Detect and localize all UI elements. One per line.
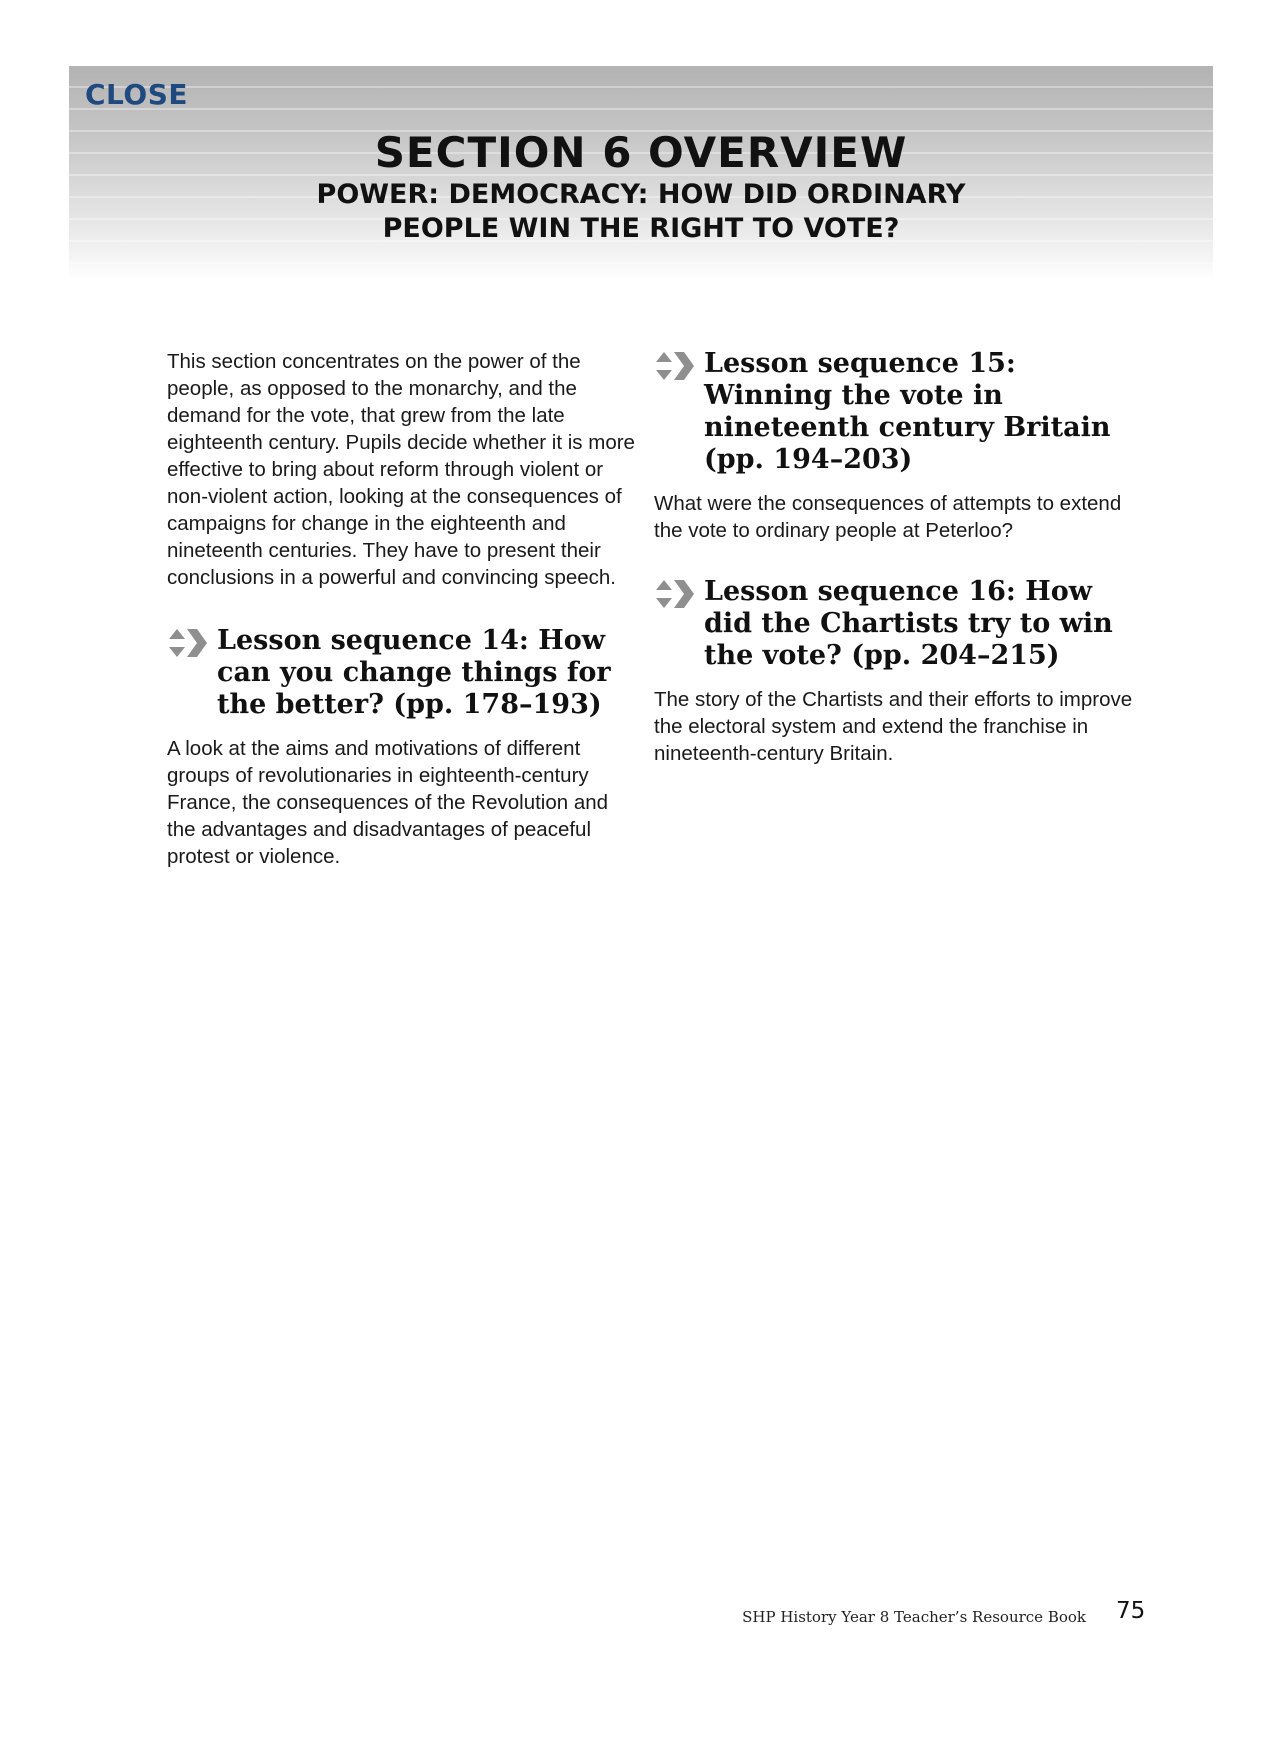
right-column: [654, 348, 1134, 767]
left-column: [167, 348, 639, 870]
page-number: 75: [1116, 1598, 1146, 1624]
lesson-title: Lesson sequence 16: How did the Chartists try to win the vote? (pp. 204–215): [704, 576, 1113, 671]
arrow-bullet-icon: [654, 348, 694, 384]
arrow-bullet-icon: [167, 625, 207, 661]
section-subtitle: [69, 178, 1213, 246]
close-button[interactable]: CLOSE: [85, 78, 188, 111]
lesson-description: The story of the Chartists and their efforts to improve the electoral system and extend the franchise in nineteenth-century Britain.: [654, 688, 1133, 765]
footer-book-title: SHP History Year 8 Teacher’s Resource Book: [742, 1608, 1086, 1626]
section-header: [69, 66, 1213, 280]
section-subtitle-line-2: PEOPLE WIN THE RIGHT TO VOTE?: [382, 213, 900, 244]
lesson-description: What were the consequences of attempts to extend the vote to ordinary people at Peterloo?: [654, 492, 1122, 542]
arrow-bullet-icon: [654, 576, 694, 612]
intro-paragraph: This section concentrates on the power of the people, as opposed to the monarchy, and the demand for the vote, that grew from the late eighteenth century. Pupils decide whether it is more effective to bring about reform through violent or non-violent action, looking at the consequences of campaigns for change in the eighteenth and nineteenth centuries. They have to present their conclusions in a powerful and convincing speech.: [167, 350, 635, 589]
lesson-15: [654, 348, 1134, 476]
section-title: SECTION 6 OVERVIEW: [374, 128, 908, 177]
lesson-14: [167, 625, 639, 721]
lesson-description: A look at the aims and motivations of different groups of revolutionaries in eighteenth-century France, the consequences of the Revolution and the advantages and disadvantages of peaceful protest or violence.: [167, 737, 609, 868]
lesson-title: Lesson sequence 14: How can you change things for the better? (pp. 178–193): [217, 625, 611, 720]
section-subtitle-line-1: POWER: DEMOCRACY: HOW DID ORDINARY: [316, 179, 966, 210]
lesson-16: [654, 576, 1134, 672]
lesson-title: Lesson sequence 15: Winning the vote in nineteenth century Britain (pp. 194–203): [704, 348, 1111, 475]
